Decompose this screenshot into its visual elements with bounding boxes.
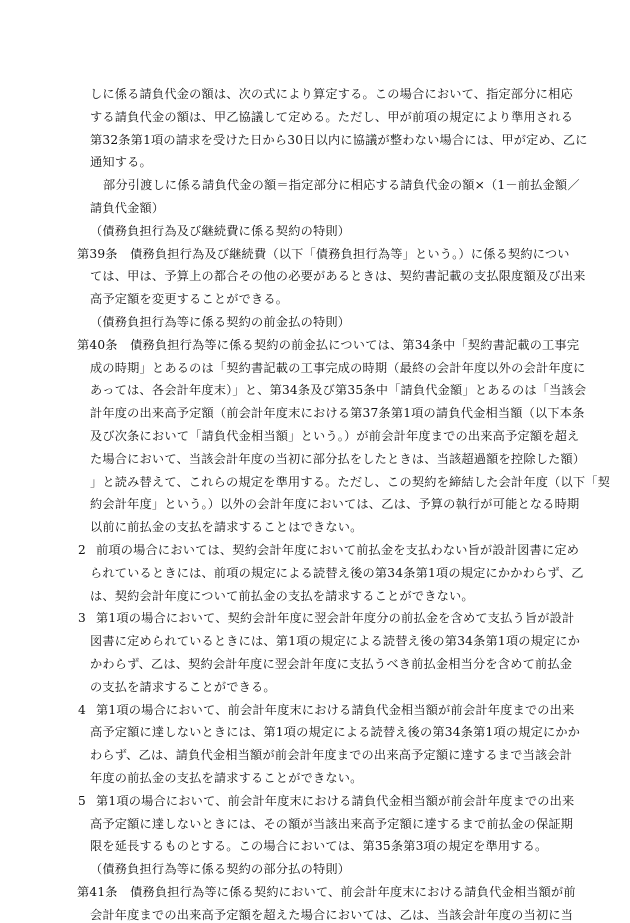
paragraph-line: 高予定額に達しないときには、第1項の規定による読替え後の第34条第1項の規定にかか (90, 725, 581, 740)
paragraph-line: は、契約会計年度について前払金の支払を請求することができない。 (90, 588, 474, 603)
article-line: 高予定額を変更することができる。 (90, 292, 289, 307)
paragraph-line: 前項の場合においては、契約会計年度において前払金を支払わない旨が設計図書に定め (96, 543, 580, 557)
article-line: あっては、各会計年度末）」と、第34条及び第35条中「請負代金額」とあるのは「当該会 (90, 383, 587, 398)
text-line: 請負代金額） (90, 201, 165, 215)
article-line: 」と読み替えて、これらの規定を準用する。ただし、この契約を締結した会計年度（以下「契 (90, 474, 611, 489)
text-line: 部分引渡しに係る請負代金の額＝指定部分に相応する請負代金の額×（1－前払金額／ (103, 178, 580, 193)
paragraph-line: られているときには、前項の規定による読替え後の第34条第1項の規定にかかわらず、乙 (90, 565, 584, 580)
paragraph-line: かわらず、乙は、契約会計年度に翌会計年度に支払うべき前払金相当分を含めて前払金 (90, 657, 573, 671)
article-heading: （債務負担行為及び継続費に係る契約の特則） (90, 223, 351, 238)
paragraph-line: 図書に定められているときには、第1項の規定による読替え後の第34条第1項の規定にか (90, 634, 581, 649)
article-heading: （債務負担行為等に係る契約の部分払の特則） (90, 862, 351, 877)
paragraph-number: 5 (78, 793, 86, 808)
article-line: ては、甲は、予算上の都合その他の必要があるときは、契約書記載の支払限度額及び出来 (90, 269, 586, 284)
text-line: しに係る請負代金の額は、次の式により算定する。この場合において、指定部分に相応 (90, 87, 573, 101)
paragraph-line: 第1項の場合において、前会計年度末における請負代金相当額が前会計年度までの出来 (96, 793, 575, 808)
paragraph-number: 4 (78, 702, 86, 717)
article-line: 以前に前払金の支払を請求することはできない。 (90, 520, 363, 535)
paragraph-line: 限を延長するものとする。この場合においては、第35条第3項の規定を準用する。 (90, 839, 548, 854)
article-line: 計年度の出来高予定額（前会計年度末における第37条第1項の請負代金相当額（以下本条 (90, 406, 585, 421)
paragraph-line: わらず、乙は、請負代金相当額が前会計年度までの出来高予定額に達するまで当該会計 (90, 748, 573, 763)
paragraph-line: の支払を請求することができる。 (90, 679, 276, 694)
text-line: する請負代金の額は、甲乙協議して定める。ただし、甲が前項の規定により準用される (90, 109, 574, 124)
article-line: 約会計年度」という。）以外の会計年度においては、乙は、予算の執行が可能となる時期 (90, 497, 580, 512)
article-line: 第39条 債務負担行為及び継続費（以下「債務負担行為等」という。）に係る契約につい (77, 246, 570, 261)
paragraph-line: 年度の前払金の支払を請求することができない。 (90, 771, 363, 785)
text-line: 第32条第1項の請求を受けた日から30日以内に協議が整わない場合には、甲が定め、乙に (90, 132, 588, 147)
paragraph-line: 第1項の場合において、前会計年度末における請負代金相当額が前会計年度までの出来 (96, 702, 575, 717)
article-line: 第41条 債務負担行為等に係る契約において、前会計年度末における請負代金相当額が前 (77, 885, 576, 899)
paragraph-line: 高予定額に達しないときには、その額が当該出来高予定額に達するまで前払金の保証期 (90, 816, 574, 831)
article-line: た場合において、当該会計年度の当初に部分払をしたときは、当該超過額を控除した額） (90, 451, 586, 466)
article-line: 成の時期」とあるのは「契約書記載の工事完成の時期（最終の会計年度以外の会計年度に (90, 360, 586, 375)
article-line: 及び次条において「請負代金相当額」という。）が前会計年度までの出来高予定額を超え (90, 429, 580, 443)
text-line: 通知する。 (90, 155, 152, 170)
article-line: 会計年度までの出来高予定額を超えた場合においては、乙は、当該会計年度の当初に当 (90, 907, 574, 922)
paragraph-line: 第1項の場合において、契約会計年度に翌会計年度分の前払金を含めて支払う旨が設計 (96, 611, 575, 626)
paragraph-number: 2 (78, 543, 86, 557)
article-heading: （債務負担行為等に係る契約の前金払の特則） (90, 315, 351, 329)
article-line: 第40条 債務負担行為等に係る契約の前金払については、第34条中「契約書記載の工事完 (77, 337, 580, 352)
paragraph-number: 3 (78, 611, 86, 626)
